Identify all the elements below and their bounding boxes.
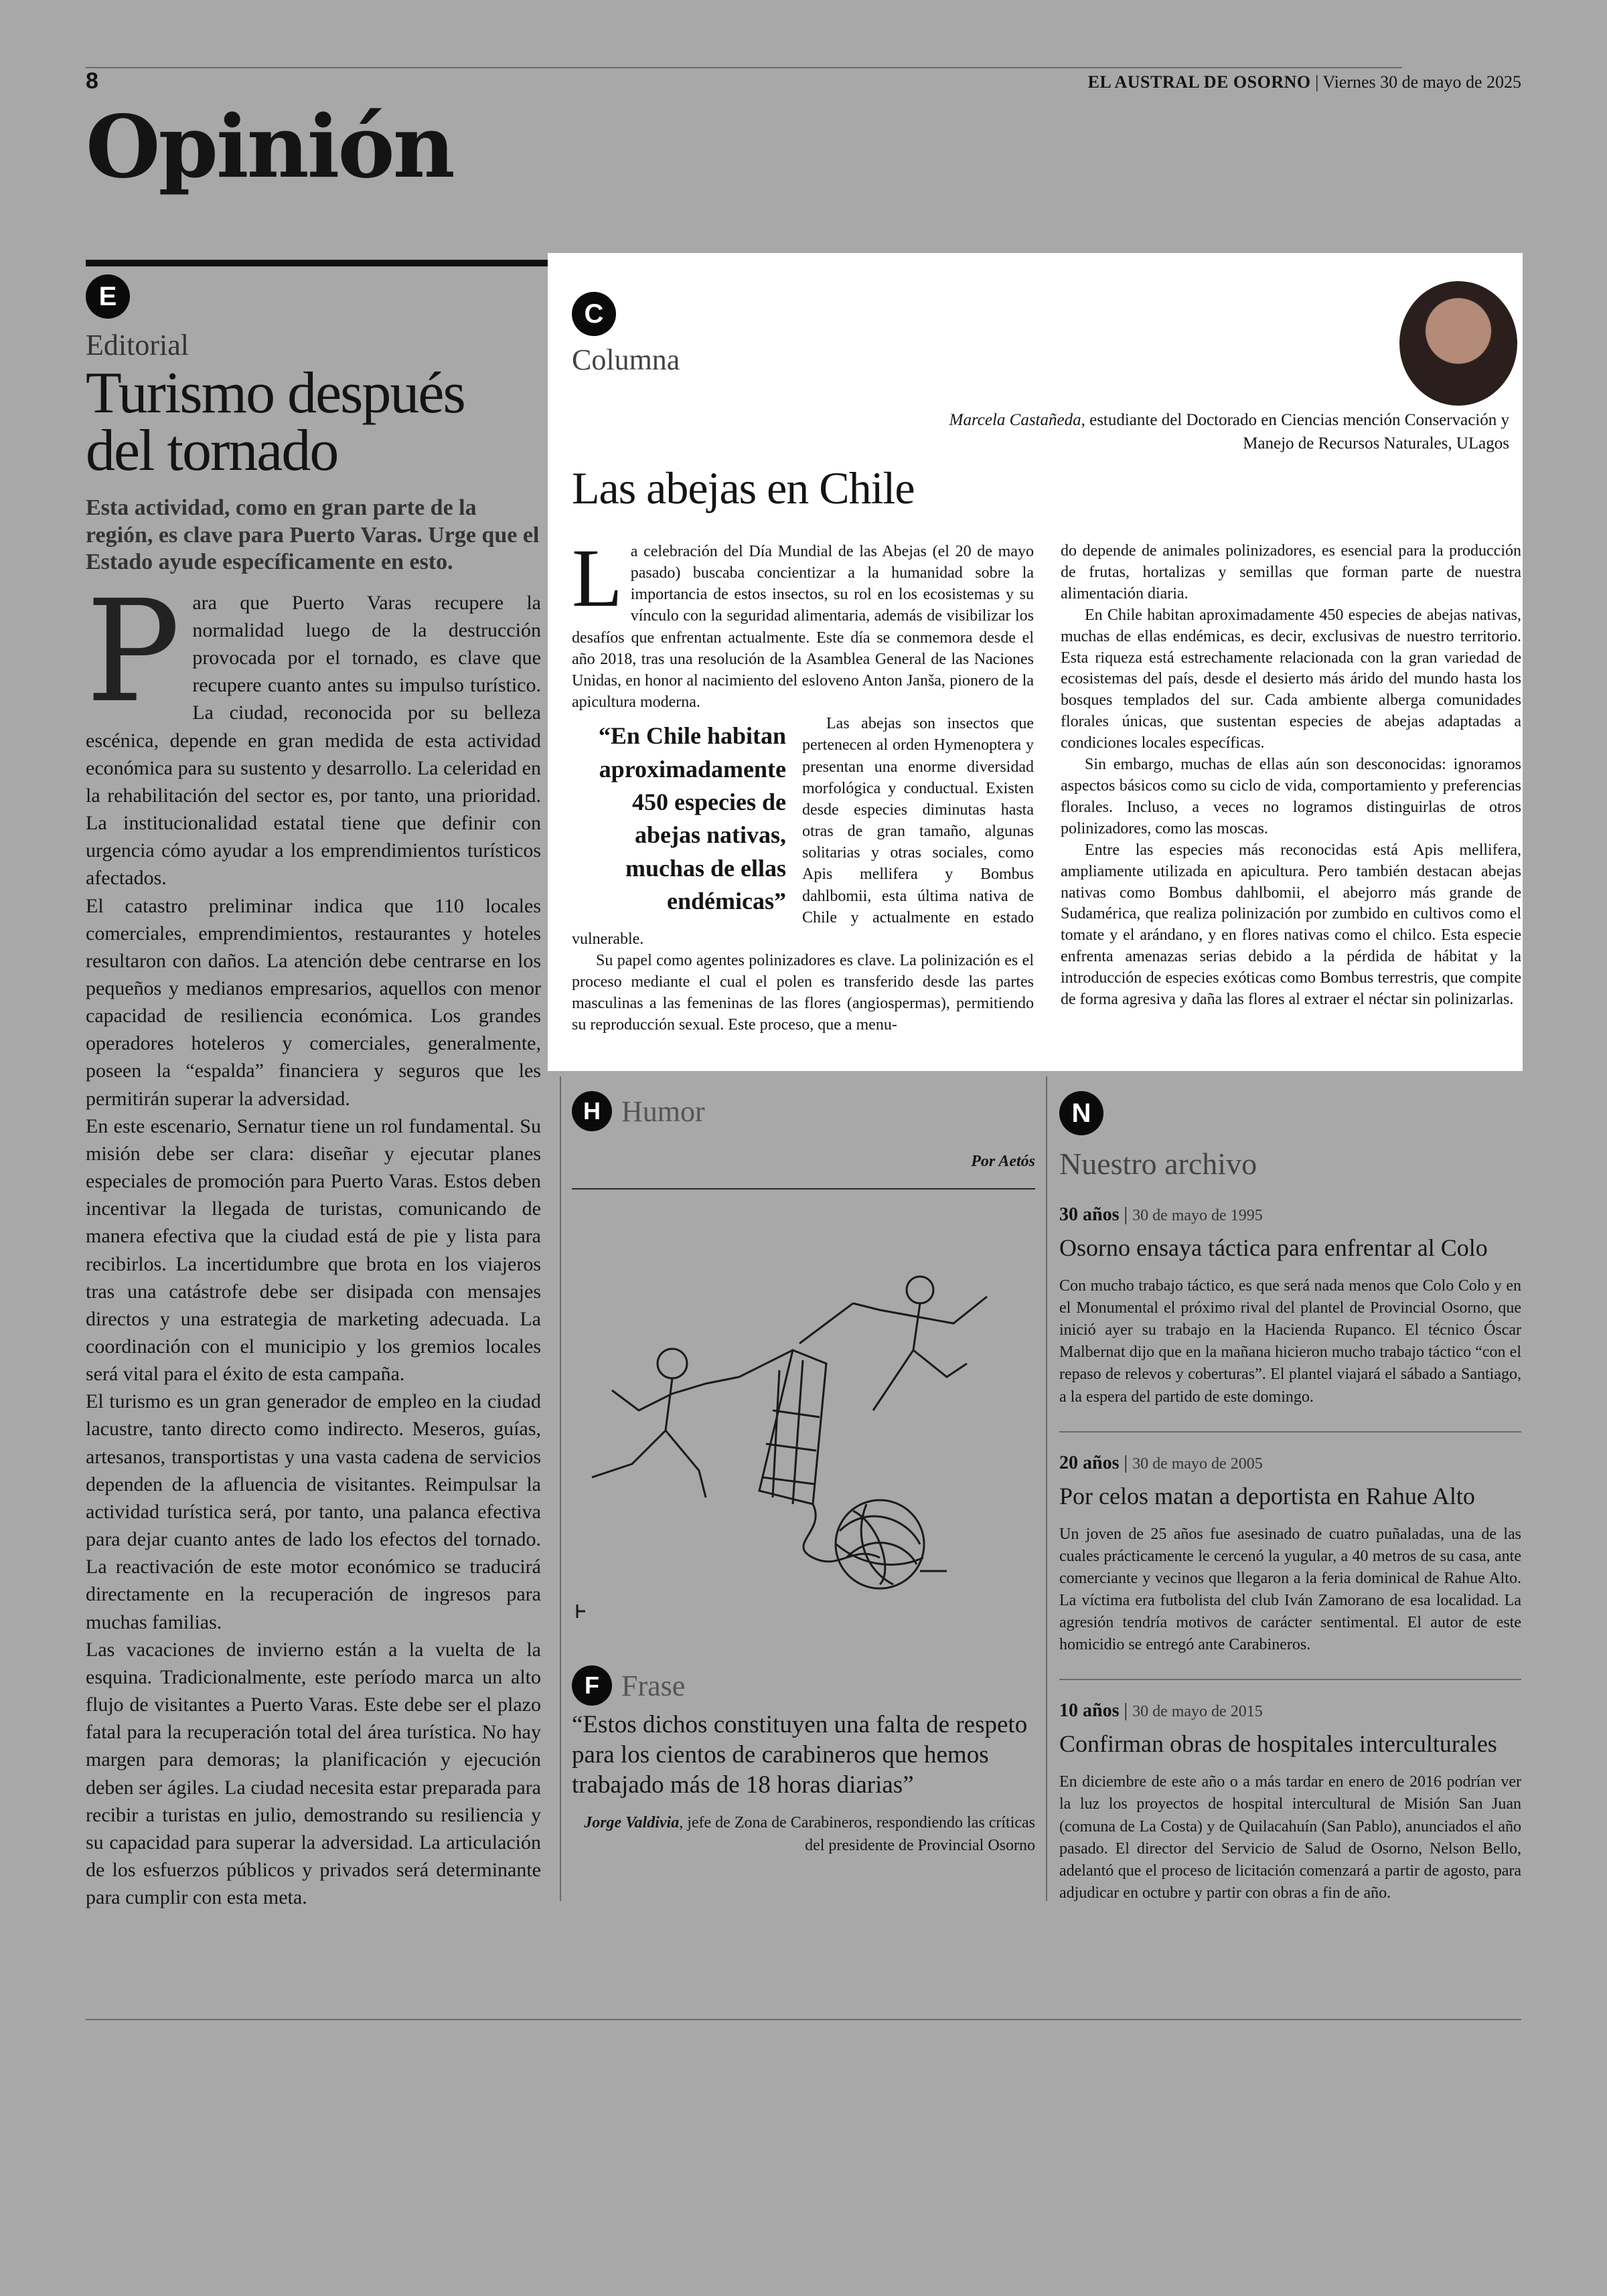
archive-body: Un joven de 25 años fue asesinado de cuatro puñaladas, una de las cuales prácticamente le cercenó la yugular, a 40 metros de su casa, ante comerciante y vecinos que llegaron a la feria dominical de Rahue Alto. La víctima era futbolista del club Iván Zamorano de esa localidad. La agresión tendría motivos de carácter sentimental. El autor de este homicidio se entregó ante Carabineros.	[1059, 1525, 1521, 1654]
column-paragraph: Entre las especies más reconocidas está Apis mellifera, ampliamente utilizada en apicultura. Pero también destacan abejas nativas como Bombus dahlbomii, el abejorro más grande de Sudamérica, que realiza polinización por zumbido en cultivos como el tomate y el arándano, y en flores nativas como el chilco. Esta especie enfrenta amenazas serias debido a la pérdida de hábitat y la introducción de especies exóticas como Bombus terrestris, que compite de forma agresiva y daña las flores al extraer el néctar sin polinizarlas.	[1061, 841, 1521, 1009]
page-number: 8	[86, 68, 98, 94]
column-paragraph: Las abejas son insectos que pertenecen al orden Hymenoptera y presentan una enorme diversidad morfológica y conductual. Existen desde especies diminutas hasta otras de gran tamaño, algunas solitarias y otras sociales, como Apis mellifera y Bombus dahlbomii, esta última nativa de Chile y actualmente en estado vulnerable.	[572, 715, 1034, 948]
author-avatar	[1399, 281, 1517, 406]
column-paragraph: Sin embargo, muchas de ellas aún son desconocidas: ignoramos aspectos básicos como su ciclo de vida, comportamiento y preferencias florales. Incluso, a veces no logramos distinguirlas de otros polinizadores, como las moscas.	[1061, 756, 1521, 837]
archive-body: En diciembre de este año o a más tardar en enero de 2016 podrían ver la luz los proyectos de hospital intercultural de Misión San Juan (comuna de La Costa) y de Quilacahuín (San Pablo), anunciados el año pasado. El director del Servicio de Salud de Osorno, Nelson Bello, adelantó que el proceso de licitación comenzará a partir de agosto, para adjudicar en octubre y partir con obras a fin de año.	[1059, 1773, 1521, 1902]
editorial-paragraph: Las vacaciones de invierno están a la vuelta de la esquina. Tradicionalmente, este período marca un alto flujo de visitantes a Puerto Varas. Este debe ser el plazo fatal para la recuperación total del área turística. No hay margen para demoras; la planificación y ejecución deben ser ágiles. La ciudad necesita estar preparada para recibir a turistas en julio, demostrando su resiliencia y su capacidad para superar la adversidad. La articulación de los esfuerzos públicos y privados será determinante para cumplir con esta meta.	[86, 1638, 541, 1909]
editorial-headline: Turismo después del tornado	[86, 361, 465, 484]
quote-author-role: , jefe de Zona de Carabineros, respondiendo las críticas del presidente de Provincial Osorno	[679, 1814, 1035, 1854]
cartoon-illustration	[572, 1210, 1035, 1625]
column-header	[572, 292, 1509, 377]
quote-badge: F	[572, 1665, 612, 1706]
archive-headline: Confirman obras de hospitales interculturales	[1059, 1730, 1497, 1758]
archive-years: 20 años	[1059, 1452, 1120, 1473]
archive-meta	[1059, 1700, 1521, 1722]
column-paragraph: do depende de animales polinizadores, es esencial para la producción de frutas, hortalizas y semillas que forman parte de nuestra alimentación diaria.	[1061, 542, 1521, 602]
archive-section	[1059, 1091, 1521, 1904]
editorial-deck: Esta actividad, como en gran parte de la región, es clave para Puerto Varas. Urge que el Estado ayude específicamente en esto.	[86, 495, 540, 574]
archive-headline: Osorno ensaya táctica para enfrentar al Colo	[1059, 1234, 1488, 1261]
humor-byline: Por Aetós	[971, 1153, 1035, 1170]
editorial-paragraph: ara que Puerto Varas recupere la normalidad luego de la destrucción provocada por el tornado, es clave que recupere cuanto antes su impulso turístico. La ciudad, reconocida por su belleza escénica, depende en gran medida de esta actividad económica para su sustento y desarrollo. La celeridad en la rehabilitación del sector es, por tanto, una prioridad. La institucionalidad estatal tiene que definir con urgencia cómo ayudar a los emprendimientos turísticos afectados.	[86, 591, 541, 890]
editorial-article	[86, 274, 541, 1911]
paper-name: EL AUSTRAL DE OSORNO	[1087, 72, 1311, 92]
humor-section	[572, 1091, 1035, 1625]
section-title: Opinión	[86, 97, 453, 197]
column-kicker: Columna	[572, 343, 680, 376]
masthead-separator: |	[1315, 72, 1323, 92]
archive-item	[1059, 1431, 1521, 1657]
quote-attribution	[572, 1812, 1035, 1857]
editorial-paragraph: El turismo es un gran generador de empleo en la ciudad lacustre, tanto directo como indirecto. Meseros, guías, artesanos, transportistas y una vasta cadena de servicios dependen de la afluencia de visitantes. Reimpulsar la actividad turística será, por tanto, una palanca efectiva para dejar cuanto antes de lado los efectos del tornado. La reactivación de este motor económico se traducirá directamente en la recuperación de ingresos para muchas familias.	[86, 1390, 541, 1633]
editorial-paragraph: En este escenario, Sernatur tiene un rol fundamental. Su misión debe ser clara: diseñar y ejecutar planes especiales de promoción para Puerto Varas. Estos deben incentivar la llegada de turistas, comunicando de manera efectiva que la ciudad está de pie y lista para recibirlos. La incertidumbre que brota en los viajeros tras una catástrofe debe ser disipada con mensajes directos y una estrategia de marketing adecuada. La coordinación con el municipio y los gremios locales será vital para el éxito de esta campaña.	[86, 1115, 541, 1386]
humor-rule	[572, 1188, 1035, 1190]
archive-badge: N	[1059, 1091, 1103, 1135]
column-paragraph: Su papel como agentes polinizadores es clave. La polinización es el proceso mediante el cual el polen es transferido desde las partes masculinas a las femeninas de las flores (angiospermas), permitiendo su reproducción sexual. Este proceso, que a menu-	[572, 951, 1034, 1034]
archive-date: 30 de mayo de 2015	[1132, 1703, 1263, 1721]
quote-section	[572, 1665, 1035, 1858]
masthead	[1088, 72, 1521, 92]
archive-meta	[1059, 1453, 1521, 1474]
archive-years: 30 años	[1059, 1204, 1120, 1225]
footer-rule	[86, 2019, 1521, 2020]
archive-headline: Por celos matan a deportista en Rahue Alto	[1059, 1482, 1475, 1509]
humor-title: Humor	[621, 1094, 705, 1128]
header-rule	[86, 67, 1402, 68]
archive-date: 30 de mayo de 2005	[1132, 1455, 1263, 1473]
editorial-drop-cap: P	[86, 569, 181, 734]
featured-quote: “Estos dichos constituyen una falta de respeto para los cientos de carabineros que hemos trabajado más de 18 horas diarias”	[572, 1711, 1028, 1799]
author-credit	[907, 408, 1509, 455]
editorial-body	[86, 569, 541, 1912]
quote-title-row	[572, 1665, 1035, 1706]
column-paragraph: En Chile habitan aproximadamente 450 especies de abejas nativas, muchas de ellas endémicas, es decir, exclusivas de nuestro territorio. Esta riqueza está estrechamente relacionada con la gran variedad de ecosistemas del país, desde el desierto más árido del mundo hasta los bosques templados del sur. Cada ambiente alberga comunidades florales únicas, que sustentan especies de abejas adaptadas a condiciones locales específicas.	[1061, 606, 1521, 752]
archive-title: Nuestro archivo	[1059, 1147, 1257, 1181]
archive-body: Con mucho trabajo táctico, es que será nada menos que Colo Colo y en el Monumental el próximo rival del plantel de Provincial Osorno, que inició ayer su trabajo en la Hacienda Rupanco. El técnico Óscar Malbernat dijo que en la mañana hicieron mucho trabajo táctico “con el repaso de relevos y coberturas”. El plantel viajará el sábado a Santiago, a la espera del partido de este domingo.	[1059, 1277, 1521, 1406]
archive-separator: |	[1119, 1700, 1133, 1722]
column-text-left	[572, 532, 1034, 1036]
editorial-kicker: Editorial	[86, 329, 189, 361]
editorial-paragraph: El catastro preliminar indica que 110 locales comerciales, emprendimientos, restaurantes y hoteles resultaron con daños. La atención debe centrarse en los pequeños y medianos empresarios, aquellos con menor capacidad de resiliencia económica. Los grandes operadores hoteleros y comerciales, generalmente, poseen la “espalda” financiera y seguros que les permitirán superar la adversidad.	[86, 894, 541, 1110]
column-paragraph: a celebración del Día Mundial de las Abejas (el 20 de mayo pasado) buscaba concientizar a la humanidad sobre la importancia de estos insectos, su rol en los ecosistemas y su vínculo con la seguridad alimentaria, además de visibilizar los desafíos que enfrentan actualmente. Este día se conmemora desde el año 2018, tras una resolución de la Asamblea General de las Naciones Unidas, en honor al nacimiento del esloveno Anton Janša, pionero de la apicultura moderna.	[572, 543, 1034, 712]
column-divider	[560, 1076, 561, 1901]
humor-title-row	[572, 1091, 1035, 1131]
column-text-right	[1061, 541, 1521, 1011]
humor-badge: H	[572, 1091, 612, 1131]
archive-item	[1059, 1679, 1521, 1904]
pull-quote: “En Chile habitan aproximadamente 450 especies de abejas nativas, muchas de ellas endémicas”	[598, 722, 786, 914]
author-role: , estudiante del Doctorado en Ciencias mención Conservación y Manejo de Recursos Naturales, ULagos	[1081, 411, 1509, 453]
issue-date: Viernes 30 de mayo de 2025	[1322, 72, 1521, 92]
archive-separator: |	[1119, 1452, 1133, 1473]
column-headline: Las abejas en Chile	[572, 463, 915, 513]
archive-years: 10 años	[1059, 1700, 1120, 1722]
quote-title: Frase	[621, 1669, 686, 1702]
archive-meta	[1059, 1204, 1521, 1226]
column-badge: C	[572, 292, 616, 336]
quote-author: Jorge Valdivia	[584, 1814, 680, 1832]
column-drop-cap: L	[572, 532, 623, 624]
editorial-badge: E	[86, 274, 130, 319]
archive-item	[1059, 1204, 1521, 1408]
archive-separator: |	[1119, 1204, 1133, 1225]
author-name: Marcela Castañeda	[949, 411, 1081, 429]
column-divider	[1046, 1076, 1047, 1901]
archive-date: 30 de mayo de 1995	[1132, 1207, 1263, 1224]
